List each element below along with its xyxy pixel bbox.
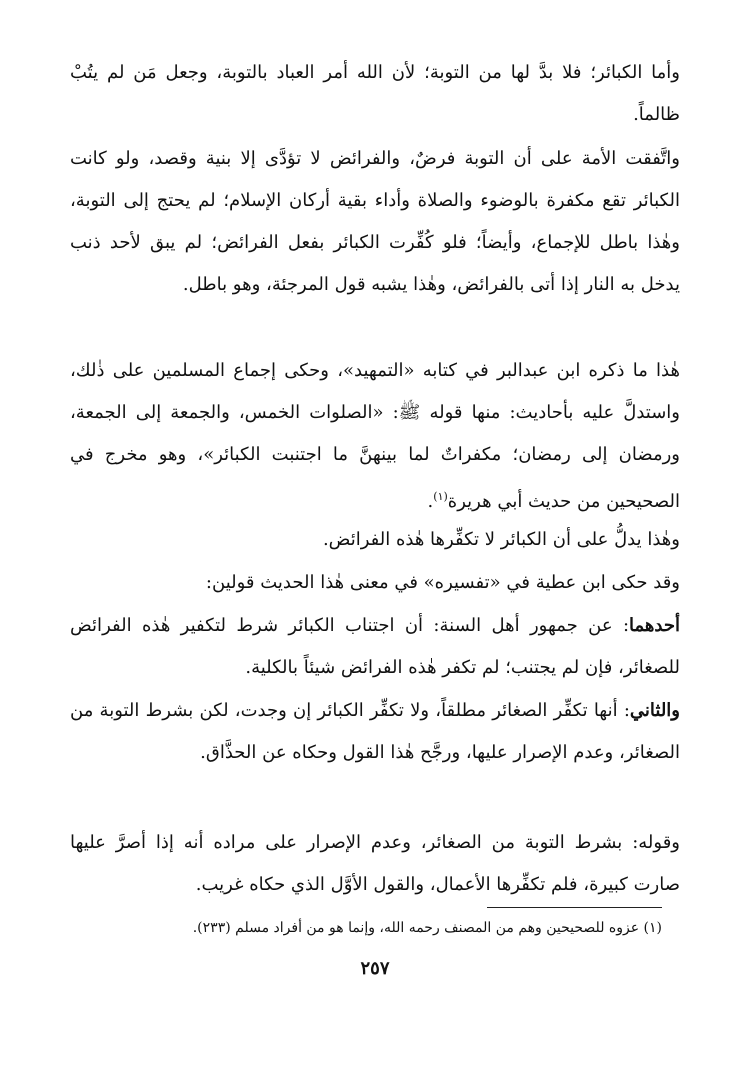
paragraph-major-sins [70, 52, 680, 136]
paragraph-end-mark: . [427, 491, 434, 512]
first-opinion-heading: أحدهما [629, 615, 680, 636]
paragraph-text: : أنها تكفِّر الصغائر مطلقاً، ولا تكفِّر الكبائر إن وجدت، لكن بشرط التوبة من الصغائر، وعدم الإصرار عليها، ورجَّح هٰذا القول وحكاه عن الحذَّاق. [70, 700, 680, 763]
paragraph-second-opinion [70, 690, 680, 774]
footnote-reference[interactable]: (١) [433, 490, 448, 503]
footnote-text: (١) عزوه للصحيحين وهم من المصنف رحمه الله، وإنما هو من أفراد مسلم (٢٣٣). [192, 920, 662, 936]
paragraph-text: : عن جمهور أهل السنة: أن اجتناب الكبائر شرط لتكفير هٰذه الفرائض للصغائر، فإن لم يجتنب؛ لم تكفر هٰذه الفرائض شيئاً بالكلية. [70, 615, 680, 678]
footnote [70, 914, 662, 942]
paragraph-text: هٰذا ما ذكره ابن عبدالبر في كتابه «التمهيد»، وحكى إجماع المسلمين على ذٰلك، واستدلَّ عليه بأحاديث: منها قوله ﷺ: «الصلوات الخمس، والجمعة إلى الجمعة، ورمضان إلى رمضان؛ مكفراتٌ لما بينهنَّ ما اجتنبت الكبائر»، وهو مخرج في الصحيحين من حديث أبي هريرة [70, 360, 680, 512]
paragraph-text: وهٰذا يدلُّ على أن الكبائر لا تكفِّرها هٰذه الفرائض. [322, 529, 680, 550]
page-number: ٢٥٧ [360, 958, 390, 979]
footnote-divider [487, 907, 662, 908]
paragraph-consensus-repentance [70, 138, 680, 306]
paragraph-indication [70, 519, 680, 561]
paragraph-condition-explanation [70, 822, 680, 906]
paragraph-first-opinion [70, 605, 680, 689]
paragraph-text: وقد حكى ابن عطية في «تفسيره» في معنى هٰذا الحديث قولين: [205, 572, 680, 593]
paragraph-ibn-atiyya [70, 562, 680, 604]
paragraph-text: وأما الكبائر؛ فلا بدَّ لها من التوبة؛ لأن الله أمر العباد بالتوبة، وجعل مَن لم يتُبْ ظالماً. [70, 62, 680, 125]
paragraph-ibn-abdulbarr [70, 350, 680, 523]
second-opinion-heading: والثاني [629, 700, 680, 721]
paragraph-text: وقوله: بشرط التوبة من الصغائر، وعدم الإصرار على مراده أنه إذا أصرَّ عليها صارت كبيرة، فلم تكفِّرها الأعمال، والقول الأوَّل الذي حكاه غريب. [70, 832, 680, 895]
paragraph-text: واتَّفقت الأمة على أن التوبة فرضٌ، والفرائض لا تؤدَّى إلا بنية وقصد، ولو كانت الكبائر تقع مكفرة بالوضوء والصلاة وأداء بقية أركان الإسلام؛ لم يحتج إلى التوبة، وهٰذا باطل للإجماع، وأيضاً؛ فلو كُفِّرت الكبائر بفعل الفرائض؛ لم يبق لأحد ذنب يدخل به النار إذا أتى بالفرائض، وهٰذا يشبه قول المرجئة، وهو باطل. [70, 148, 680, 295]
